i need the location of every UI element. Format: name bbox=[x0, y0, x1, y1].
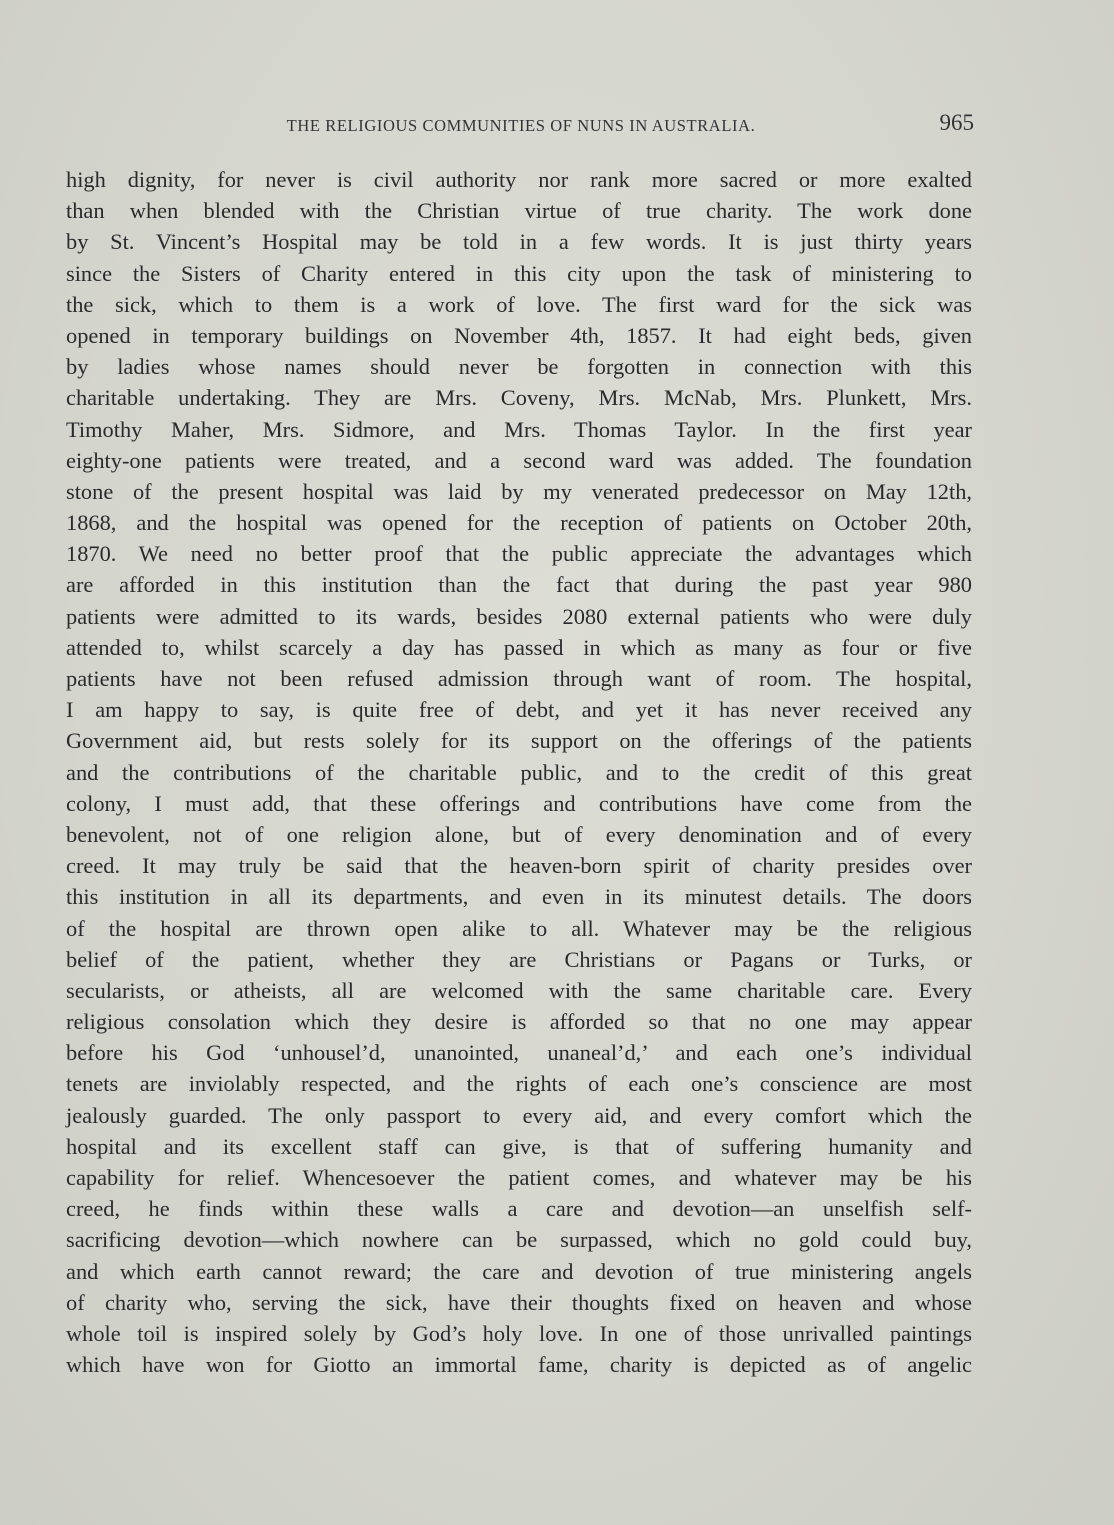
running-title: THE RELIGIOUS COMMUNITIES OF NUNS IN AUSTRALIA. bbox=[286, 116, 756, 135]
text-line: the sick, which to them is a work of love. The first ward for the sick was bbox=[66, 291, 972, 317]
text-line: I am happy to say, is quite free of debt, and yet it has never received any bbox=[66, 697, 972, 723]
text-line: benevolent, not of one religion alone, but of every denomination and of every bbox=[66, 821, 972, 847]
text-line: 1868, and the hospital was opened for the reception of patients on October 20th, bbox=[66, 510, 972, 536]
running-head bbox=[68, 110, 974, 142]
text-line: of charity who, serving the sick, have their thoughts fixed on heaven and whose bbox=[66, 1289, 972, 1315]
text-line: charitable undertaking. They are Mrs. Coveny, Mrs. McNab, Mrs. Plunkett, Mrs. bbox=[66, 385, 972, 411]
text-line: jealously guarded. The only passport to every aid, and every comfort which the bbox=[66, 1102, 972, 1128]
text-line: belief of the patient, whether they are Christians or Pagans or Turks, or bbox=[66, 946, 972, 972]
text-line: stone of the present hospital was laid by my venerated predecessor on May 12th, bbox=[66, 478, 972, 504]
text-line: by ladies whose names should never be forgotten in connection with this bbox=[66, 354, 972, 380]
body-text bbox=[66, 164, 972, 1380]
text-line: creed, he finds within these walls a care and devotion—an unselfish self- bbox=[66, 1196, 972, 1222]
text-line: sacrificing devotion—which nowhere can be surpassed, which no gold could buy, bbox=[66, 1227, 972, 1253]
text-line: patients were admitted to its wards, besides 2080 external patients who were duly bbox=[66, 603, 972, 629]
text-line: whole toil is inspired solely by God’s holy love. In one of those unrivalled paintings bbox=[66, 1320, 972, 1346]
text-line: attended to, whilst scarcely a day has passed in which as many as four or five bbox=[66, 634, 972, 660]
text-line: are afforded in this institution than the fact that during the past year 980 bbox=[66, 572, 972, 598]
text-line: Timothy Maher, Mrs. Sidmore, and Mrs. Thomas Taylor. In the first year bbox=[66, 416, 972, 442]
text-line: 1870. We need no better proof that the public appreciate the advantages which bbox=[66, 541, 972, 567]
text-line: high dignity, for never is civil authority nor rank more sacred or more exalted bbox=[66, 167, 972, 192]
text-line: religious consolation which they desire is afforded so that no one may appear bbox=[66, 1009, 972, 1035]
text-line: secularists, or atheists, all are welcomed with the same charitable care. Every bbox=[66, 977, 972, 1003]
text-line: tenets are inviolably respected, and the rights of each one’s conscience are most bbox=[66, 1071, 972, 1097]
text-line: which have won for Giotto an immortal fame, charity is depicted as of angelic bbox=[66, 1352, 972, 1378]
text-line: Government aid, but rests solely for its support on the offerings of the patients bbox=[66, 728, 972, 754]
text-line: before his God ‘unhousel’d, unanointed, unaneal’d,’ and each one’s individual bbox=[66, 1040, 972, 1066]
text-line: patients have not been refused admission through want of room. The hospital, bbox=[66, 666, 972, 691]
page-number: 965 bbox=[939, 110, 974, 135]
text-line: this institution in all its departments, and even in its minutest details. The doors bbox=[66, 884, 972, 910]
text-line: and the contributions of the charitable public, and to the credit of this great bbox=[66, 759, 972, 785]
text-line: and which earth cannot reward; the care and devotion of true ministering angels bbox=[66, 1258, 972, 1284]
text-line: of the hospital are thrown open alike to all. Whatever may be the religious bbox=[66, 915, 972, 941]
text-line: creed. It may truly be said that the heaven-born spirit of charity presides over bbox=[66, 853, 972, 879]
text-line: than when blended with the Christian virtue of true charity. The work done bbox=[66, 198, 972, 224]
text-line: capability for relief. Whencesoever the patient comes, and whatever may be his bbox=[66, 1165, 972, 1190]
text-line: hospital and its excellent staff can give, is that of suffering humanity and bbox=[66, 1133, 972, 1159]
text-line: eighty-one patients were treated, and a second ward was added. The foundation bbox=[66, 447, 972, 473]
text-line: opened in temporary buildings on November 4th, 1857. It had eight beds, given bbox=[66, 322, 972, 348]
text-line: colony, I must add, that these offerings and contributions have come from the bbox=[66, 790, 972, 816]
text-line: since the Sisters of Charity entered in this city upon the task of ministering to bbox=[66, 260, 972, 286]
text-line: by St. Vincent’s Hospital may be told in a few words. It is just thirty years bbox=[66, 229, 972, 255]
